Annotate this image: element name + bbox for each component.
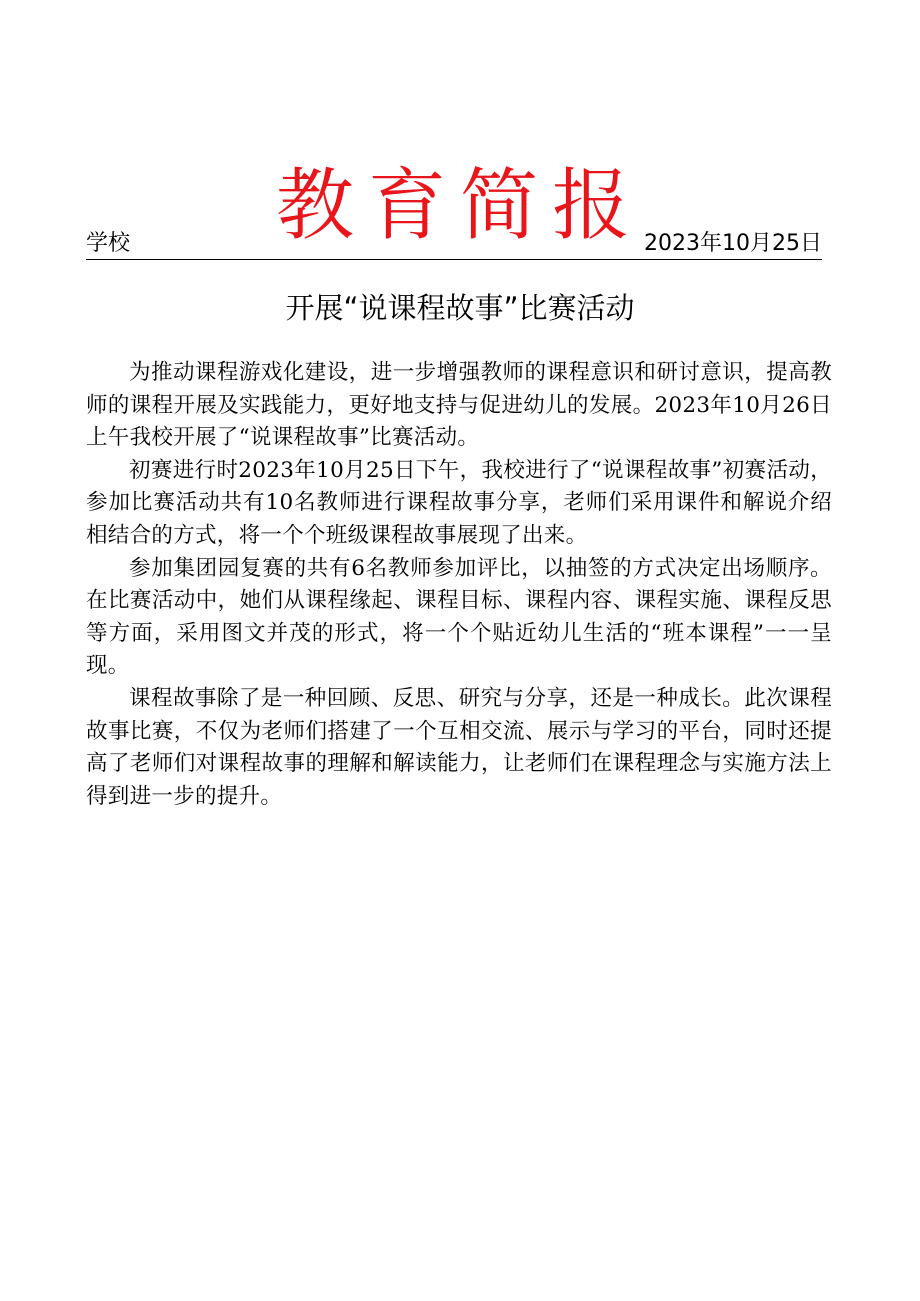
article-body bbox=[86, 357, 832, 813]
issue-date: 2023年10月25日 bbox=[644, 231, 822, 256]
masthead-title: 教育简报 bbox=[275, 161, 644, 252]
paragraph: 为推动课程游戏化建设，进一步增强教师的课程意识和研讨意识，提高教师的课程开展及实践能力，更好地支持与促进幼儿的发展。2023年10月26日上午我校开展了“说课程故事”比赛活动。 bbox=[86, 360, 832, 451]
paragraph: 参加集团园复赛的共有6名教师参加评比，以抽签的方式决定出场顺序。在比赛活动中，她们从课程缘起、课程目标、课程内容、课程实施、课程反思等方面，采用图文并茂的形式，将一个个贴近幼儿生活的“班本课程”一一呈现。 bbox=[86, 555, 832, 679]
article-title: 开展“说课程故事”比赛活动 bbox=[285, 291, 635, 325]
paragraph: 初赛进行时2023年10月25日下午，我校进行了“说课程故事”初赛活动，参加比赛活动共有10名教师进行课程故事分享，老师们采用课件和解说介绍相结合的方式，将一个个班级课程故事展现了出来。 bbox=[86, 457, 832, 548]
paragraph: 课程故事除了是一种回顾、反思、研究与分享，还是一种成长。此次课程故事比赛，不仅为老师们搭建了一个互相交流、展示与学习的平台，同时还提高了老师们对课程故事的理解和解读能力，让老师们在课程理念与实施方法上得到进一步的提升。 bbox=[86, 685, 832, 809]
school-label: 学校 bbox=[86, 231, 131, 256]
school-date-line bbox=[86, 229, 822, 260]
